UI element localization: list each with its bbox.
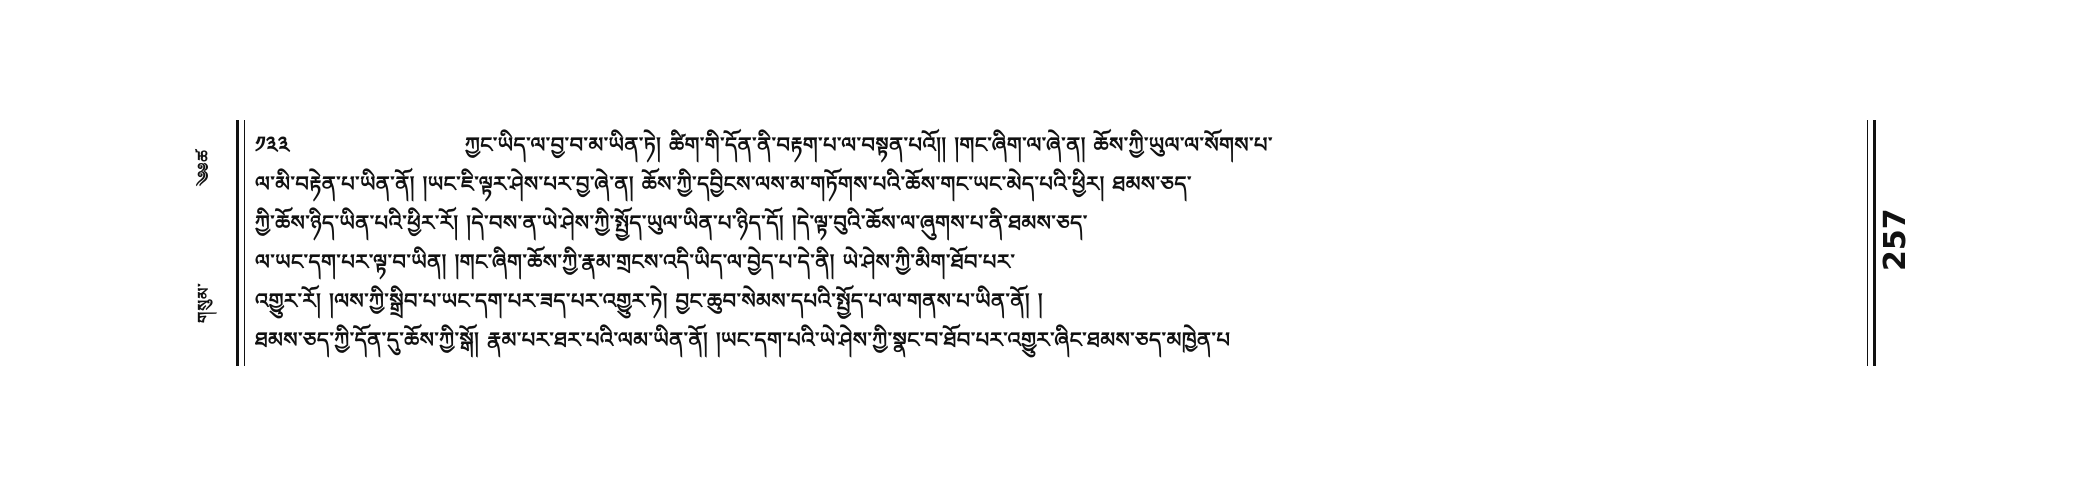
line-marker: ༡༣༣ bbox=[255, 133, 290, 158]
page-number: 257 bbox=[1878, 208, 1913, 272]
line-text: ཀྱང་ཡིད་ལ་བྱ་བ་མ་ཡིན་ཏེ། ཚིག་གི་དོན་ནི་བརྟག་པ་ལ་བསྟན་པའོ།། །གང་ཞིག་ལ་ཞེ་ན། ཆོས་ཀྱི་ཡུལ་ལ་སོགས་པ་ bbox=[465, 133, 1273, 157]
left-margin bbox=[196, 128, 230, 358]
margin-note-bottom: གསུམ་ bbox=[194, 282, 213, 324]
folio-frame bbox=[236, 120, 1876, 366]
text-line-5: འགྱུར་རོ། །ལས་ཀྱི་སྒྲིབ་པ་ཡང་དག་པར་ཟད་པར་འགྱུར་ཏེ། བྱང་ཆུབ་སེམས་དཔའི་སྤྱོད་པ་ལ་གནས་པ་ཡིན་ནོ། ། bbox=[255, 289, 1044, 313]
text-line-4: ལ་ཡང་དག་པར་ལྟ་བ་ཡིན། །གང་ཞིག་ཆོས་ཀྱི་རྣམ་གྲངས་འདི་ཡིད་ལ་བྱེད་པ་དེ་ནི། ཡེ་ཤེས་ཀྱི་མིག་ཐོབ་པར་ bbox=[255, 250, 1016, 274]
text-line-3: ཀྱི་ཆོས་ཉིད་ཡིན་པའི་ཕྱིར་རོ། །དེ་བས་ན་ཡེ་ཤེས་ཀྱི་སྤྱོད་ཡུལ་ཡིན་པ་ཉིད་དོ། །དེ་ལྟ་བུའི་ཆོས་ལ་ཞུགས་པ་ནི་ཐམས་ཅད་ bbox=[255, 211, 1088, 235]
text-line-6: ཐམས་ཅད་ཀྱི་དོན་དུ་ཆོས་ཀྱི་སྒོ། རྣམ་པར་ཐར་པའི་ལམ་ཡིན་ནོ། །ཡང་དག་པའི་ཡེ་ཤེས་ཀྱི་སྣང་བ་ཐོབ་པར་འགྱུར་ཞིང་ཐམས་ཅད་མཁྱེན་པ bbox=[255, 328, 1231, 352]
text-line-1 bbox=[255, 126, 1857, 165]
text-line-2: ལ་མི་བརྟེན་པ་ཡིན་ནོ། །ཡང་ཇི་ལྟར་ཤེས་པར་བྱ་ཞེ་ན། ཆོས་ཀྱི་དབྱིངས་ལས་མ་གཏོགས་པའི་ཆོས་གང་ཡང་མེད་པའི་ཕྱིར། ཐམས་ཅད་ bbox=[255, 172, 1192, 196]
text-block bbox=[255, 126, 1857, 360]
margin-note-top: ༄༅ཚ bbox=[194, 149, 213, 187]
